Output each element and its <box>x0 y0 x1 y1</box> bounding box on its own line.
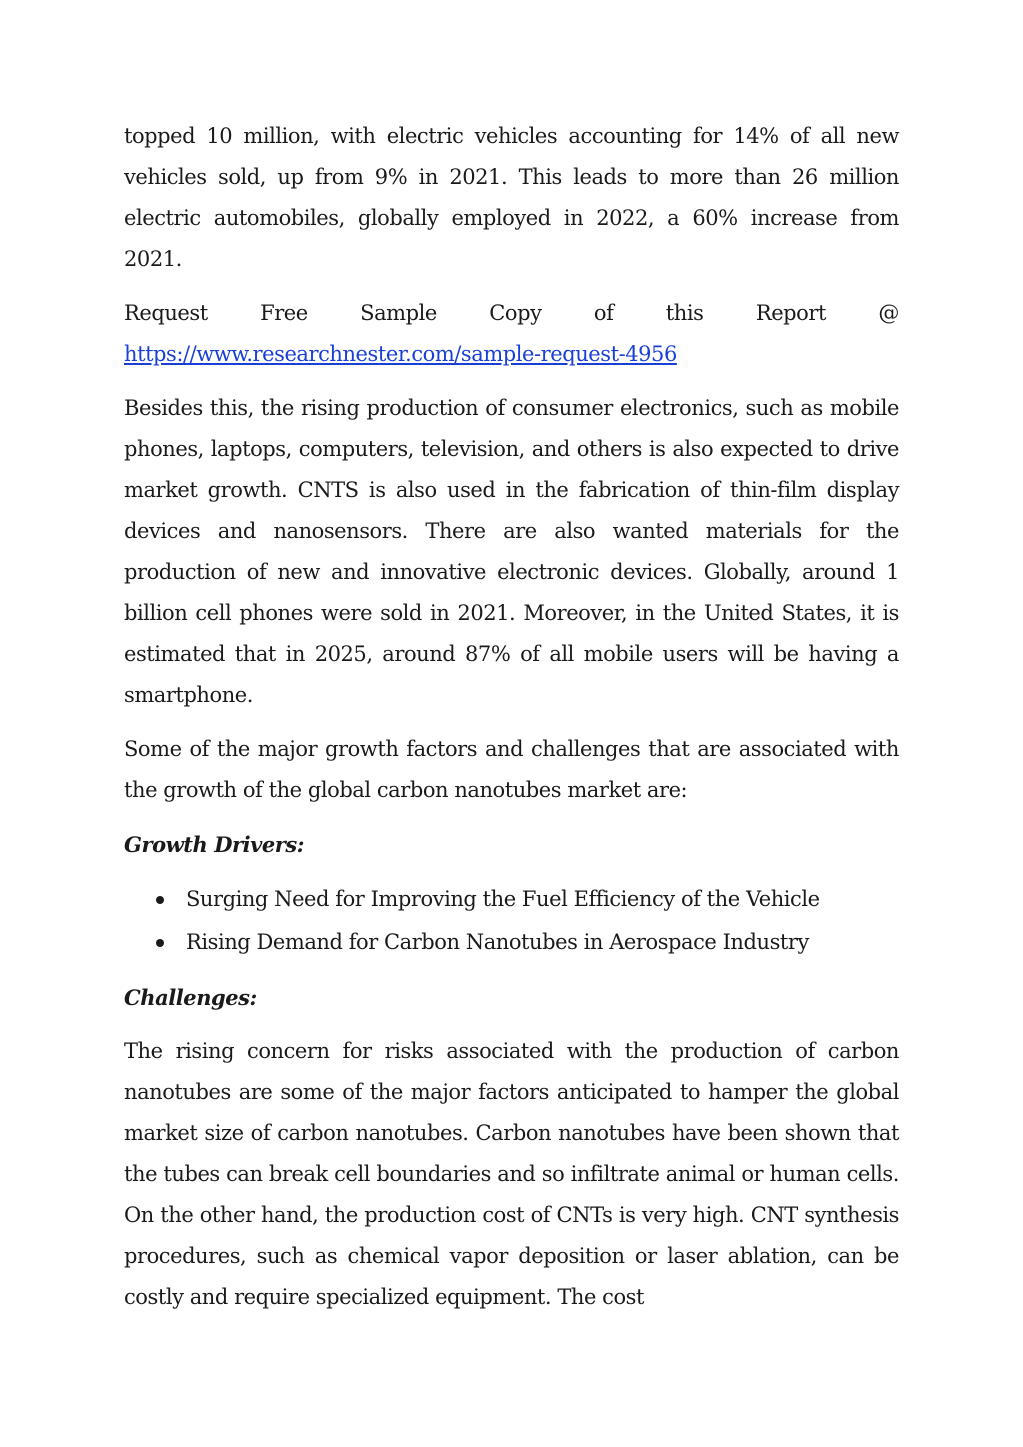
bullet-icon <box>156 939 164 947</box>
list-item <box>124 921 899 964</box>
request-word: Free <box>260 301 308 325</box>
paragraph-ev-sales: topped 10 million, with electric vehicles accounting for 14% of all new vehicles sold, up from 9% in 2021. This leads to more than 26 million electric automobiles, globally employed in 2022, a 60% increase from 2021. <box>124 124 899 271</box>
request-word: of <box>593 301 614 325</box>
request-word: Request <box>124 301 208 325</box>
request-word: Sample <box>360 301 437 325</box>
list-item-text: Rising Demand for Carbon Nanotubes in Aerospace Industry <box>186 930 809 954</box>
sample-request-line <box>124 293 899 334</box>
paragraph-growth-intro: Some of the major growth factors and challenges that are associated with the growth of the global carbon nanotubes market are: <box>124 737 899 802</box>
request-word: this <box>665 301 704 325</box>
growth-drivers-heading: Growth Drivers: <box>124 832 305 857</box>
paragraph-challenges: The rising concern for risks associated with the production of carbon nanotubes are some of the major factors anticipated to hamper the global market size of carbon nanotubes. Carbon nanotubes have been shown that the tubes can break cell boundaries and so infiltrate animal or human cells. On the other hand, the production cost of CNTs is very high. CNT synthesis procedures, such as chemical vapor deposition or laser ablation, can be costly and require specialized equipment. The cost <box>124 1039 899 1309</box>
sample-request-link[interactable]: https://www.researchnester.com/sample-request-4956 <box>124 342 677 366</box>
paragraph-consumer-electronics: Besides this, the rising production of consumer electronics, such as mobile phones, laptops, computers, television, and others is also expected to drive market growth. CNTS is also used in the fabrication of thin-film display devices and nanosensors. There are also wanted materials for the production of new and innovative electronic devices. Globally, around 1 billion cell phones were sold in 2021. Moreover, in the United States, it is estimated that in 2025, around 87% of all mobile users will be having a smartphone. <box>124 396 899 707</box>
request-word: Copy <box>489 301 542 325</box>
request-word: @ <box>878 301 899 325</box>
request-word: Report <box>755 301 826 325</box>
sample-request-link-line <box>124 334 899 375</box>
challenges-heading: Challenges: <box>124 985 257 1010</box>
growth-drivers-list <box>124 878 899 964</box>
list-item <box>124 878 899 921</box>
document-body <box>124 116 899 1331</box>
bullet-icon <box>156 896 164 904</box>
list-item-text: Surging Need for Improving the Fuel Efficiency of the Vehicle <box>186 887 820 911</box>
